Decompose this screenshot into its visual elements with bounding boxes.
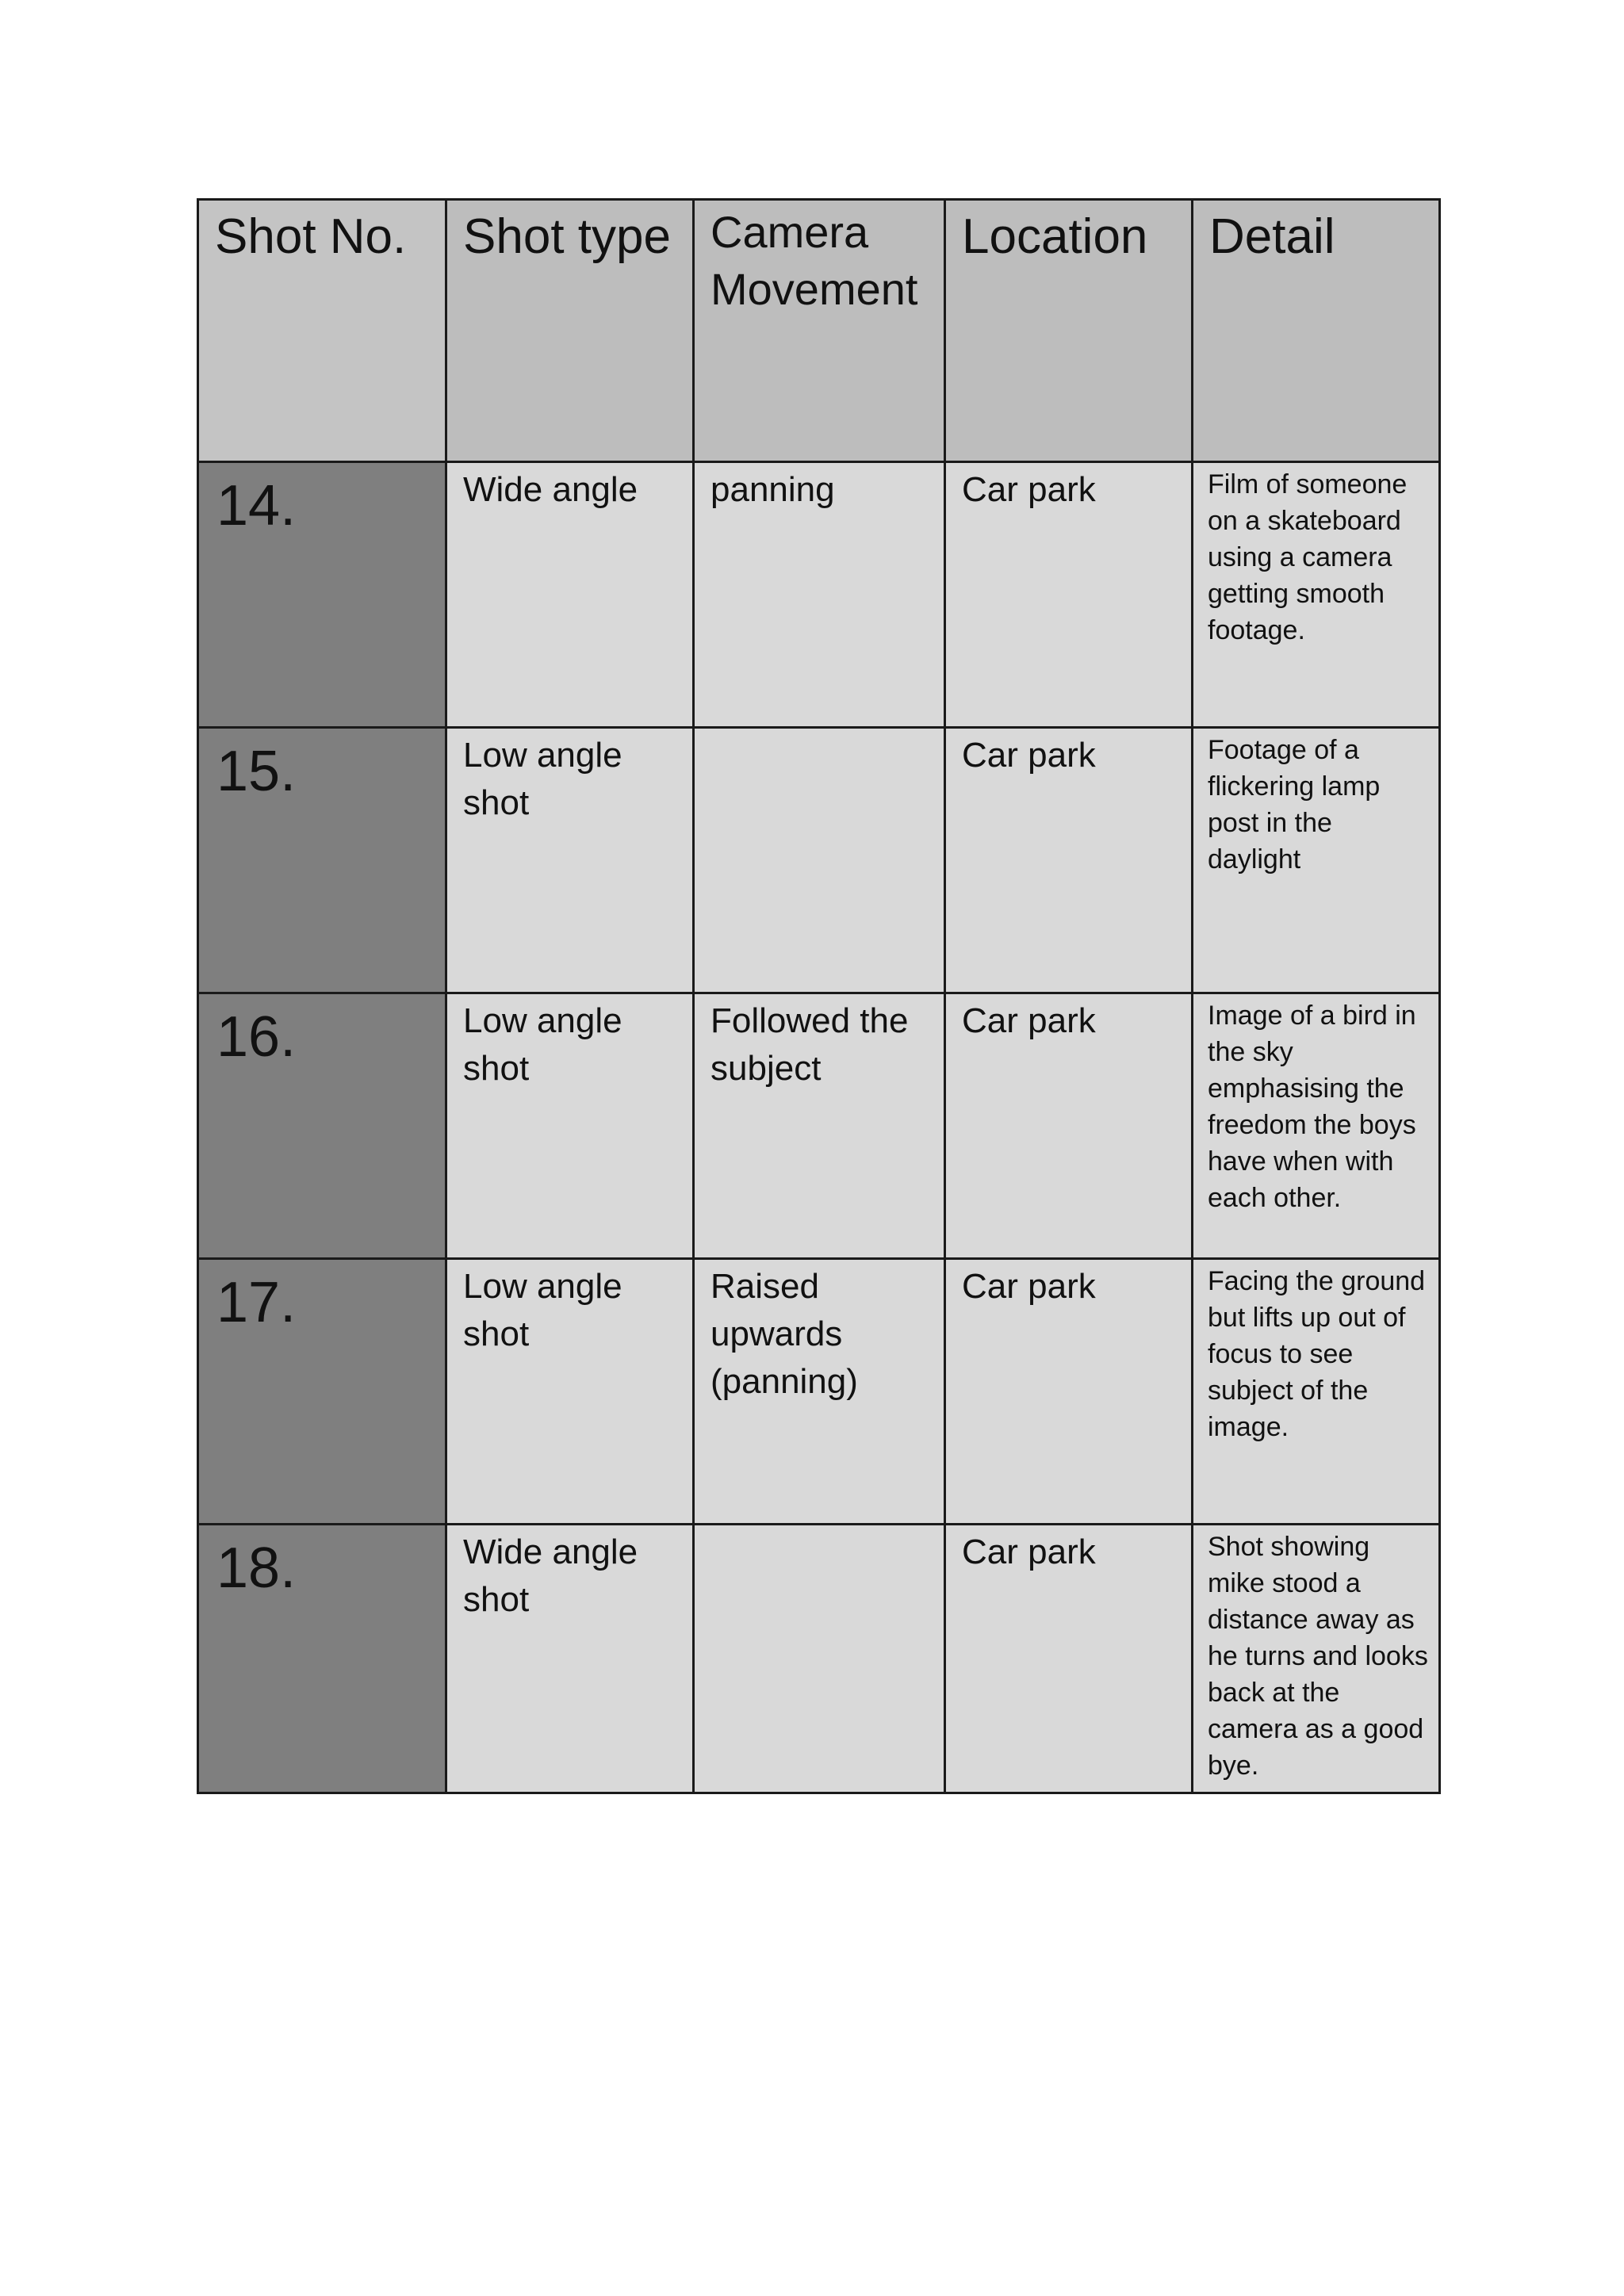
- header-camera-movement: Camera Movement: [694, 200, 945, 462]
- shot-type-cell: Low angle shot: [446, 1259, 694, 1525]
- camera-movement-cell: Followed the subject: [694, 993, 945, 1259]
- shot-number-cell: 17.: [198, 1259, 446, 1525]
- location-cell: Car park: [945, 1259, 1193, 1525]
- detail-cell: Shot showing mike stood a distance away as he turns and looks back at the camera as a good bye.: [1193, 1525, 1440, 1793]
- location-cell: Car park: [945, 462, 1193, 728]
- detail-cell: Film of someone on a skateboard using a camera getting smooth footage.: [1193, 462, 1440, 728]
- table-row: [198, 728, 1440, 993]
- shot-list-table: [197, 198, 1441, 1794]
- camera-movement-cell: panning: [694, 462, 945, 728]
- detail-cell: Image of a bird in the sky emphasising the freedom the boys have when with each other.: [1193, 993, 1440, 1259]
- detail-cell: Facing the ground but lifts up out of focus to see subject of the image.: [1193, 1259, 1440, 1525]
- location-cell: Car park: [945, 728, 1193, 993]
- shot-type-cell: Wide angle shot: [446, 1525, 694, 1793]
- table-row: [198, 1259, 1440, 1525]
- shot-number-cell: 15.: [198, 728, 446, 993]
- header-detail: Detail: [1193, 200, 1440, 462]
- shot-number-cell: 18.: [198, 1525, 446, 1793]
- detail-cell: Footage of a flickering lamp post in the daylight: [1193, 728, 1440, 993]
- shot-type-cell: Low angle shot: [446, 728, 694, 993]
- table-header-row: [198, 200, 1440, 462]
- camera-movement-cell: [694, 728, 945, 993]
- shot-type-cell: Low angle shot: [446, 993, 694, 1259]
- camera-movement-cell: Raised upwards (panning): [694, 1259, 945, 1525]
- camera-movement-cell: [694, 1525, 945, 1793]
- shot-number-cell: 14.: [198, 462, 446, 728]
- location-cell: Car park: [945, 993, 1193, 1259]
- shot-type-cell: Wide angle: [446, 462, 694, 728]
- table-row: [198, 993, 1440, 1259]
- header-shot-no: Shot No.: [198, 200, 446, 462]
- table-row: [198, 1525, 1440, 1793]
- location-cell: Car park: [945, 1525, 1193, 1793]
- header-location: Location: [945, 200, 1193, 462]
- header-shot-type: Shot type: [446, 200, 694, 462]
- shot-number-cell: 16.: [198, 993, 446, 1259]
- table-row: [198, 462, 1440, 728]
